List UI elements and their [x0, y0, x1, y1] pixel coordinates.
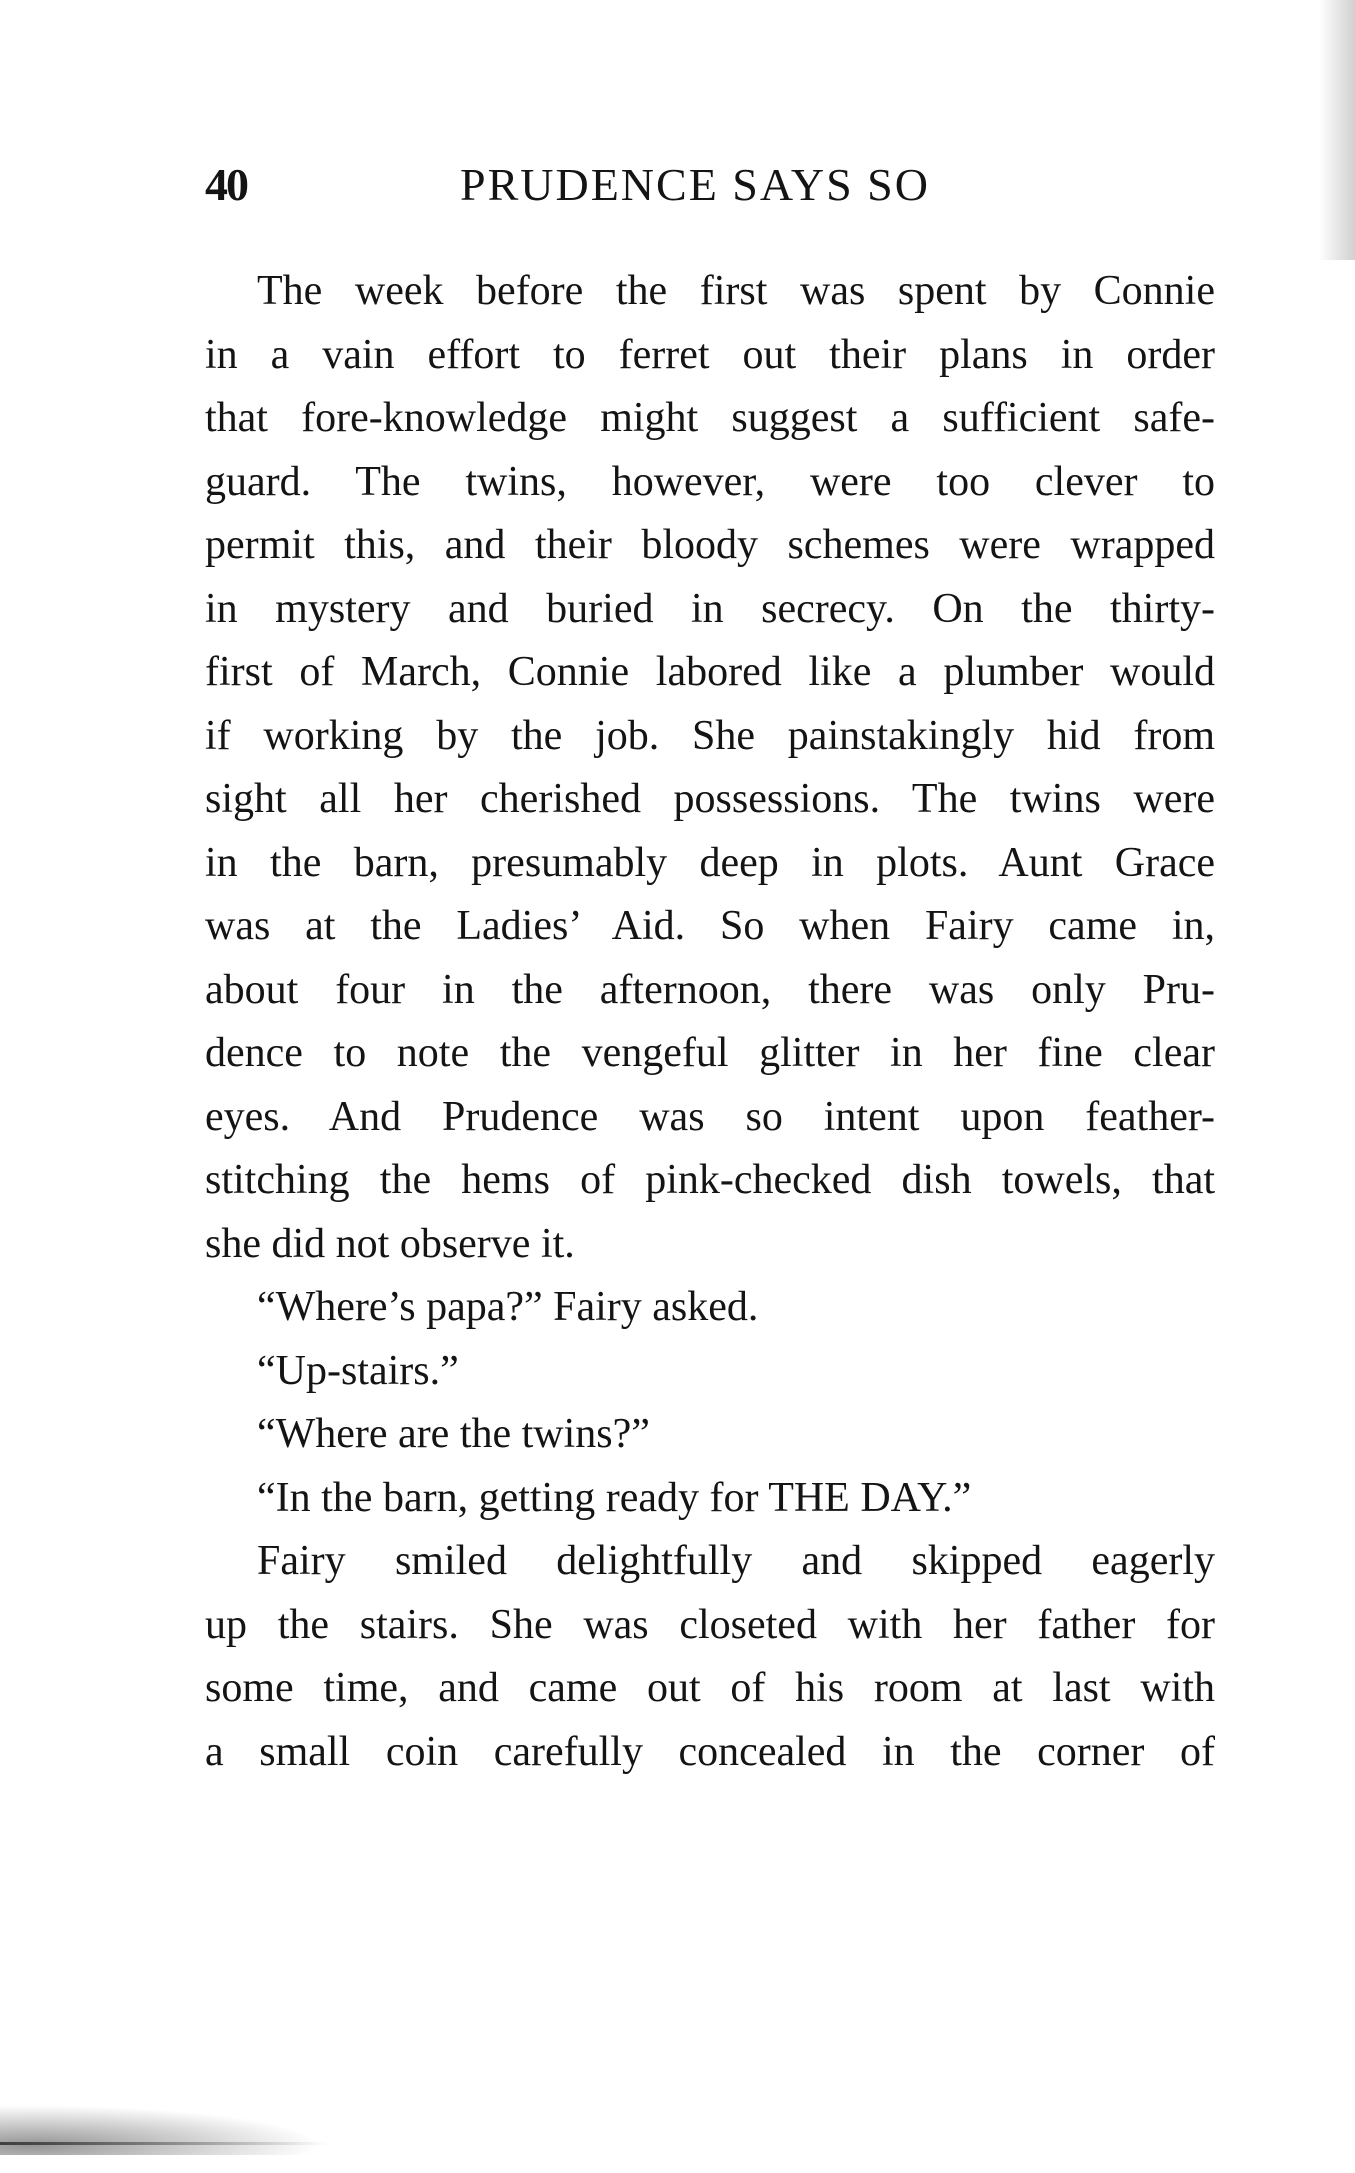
page-header — [205, 155, 1215, 215]
text-line: first of March, Connie labored like a plumber would — [205, 649, 1215, 695]
page-number: 40 — [205, 159, 247, 210]
text-line: in a vain effort to ferret out their plans in order — [205, 331, 1215, 378]
dialogue-line: “Where are the twins?” — [257, 1411, 650, 1457]
text-line: The week before the first was spent by Connie — [257, 268, 1215, 314]
text-line: was at the Ladies’ Aid. So when Fairy came in, — [205, 903, 1215, 949]
running-head: PRUDENCE SAYS SO — [460, 159, 930, 210]
text-line: a small coin carefully concealed in the corner of — [205, 1728, 1215, 1775]
dialogue-line: “In the barn, getting ready for THE DAY.” — [257, 1474, 972, 1521]
text-line: guard. The twins, however, were too clever to — [205, 458, 1215, 505]
scan-bottom-edge — [0, 2142, 330, 2145]
text-line: in the barn, presumably deep in plots. Aunt Grace — [205, 839, 1215, 886]
text-line: permit this, and their bloody schemes were wrapped — [205, 522, 1215, 568]
text-line: she did not observe it. — [205, 1220, 575, 1267]
text-line: in mystery and buried in secrecy. On the thirty- — [205, 585, 1215, 632]
dialogue-line: “Up-stairs.” — [257, 1347, 459, 1394]
scan-edge-shadow — [1319, 0, 1355, 260]
text-line: stitching the hems of pink-checked dish towels, that — [205, 1157, 1215, 1203]
text-line: that fore-knowledge might suggest a sufficient safe- — [205, 395, 1215, 441]
scan-corner-smudge — [0, 2105, 320, 2155]
text-line: about four in the afternoon, there was only Pru- — [205, 966, 1215, 1013]
dialogue-line: “Where’s papa?” Fairy asked. — [257, 1284, 759, 1330]
text-line: some time, and came out of his room at last with — [205, 1665, 1215, 1711]
text-line: up the stairs. She was closeted with her father for — [205, 1601, 1215, 1648]
text-line: sight all her cherished possessions. The twins were — [205, 776, 1215, 822]
text-line: if working by the job. She painstakingly hid from — [205, 712, 1215, 759]
text-line: dence to note the vengeful glitter in her fine clear — [205, 1030, 1215, 1076]
text-line: eyes. And Prudence was so intent upon feather- — [205, 1093, 1215, 1140]
text-line: Fairy smiled delightfully and skipped eagerly — [257, 1538, 1215, 1584]
body-text — [205, 260, 1215, 1784]
